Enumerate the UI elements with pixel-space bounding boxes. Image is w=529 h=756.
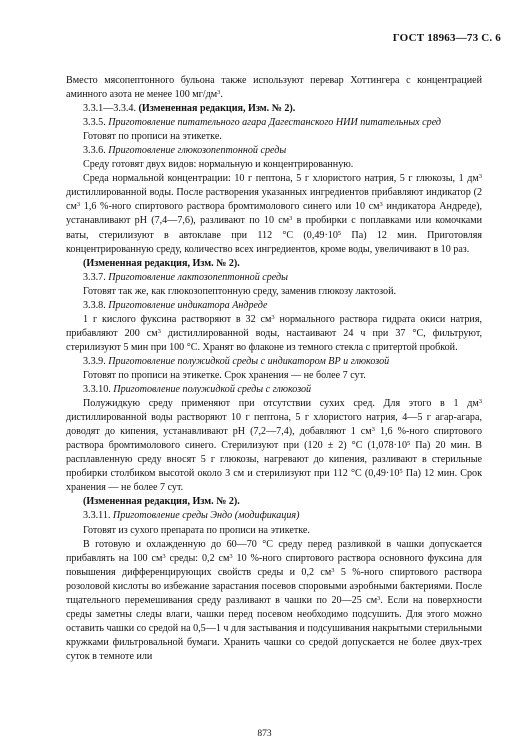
text-run: В готовую и охлажденную до 60—70 °С среду перед разливкой в чашки допускается прибавлять на 100 см [66,538,482,564]
text-run: среды: 0,2 см [165,552,230,564]
paragraph [66,172,482,256]
text-run: 10 %-ного спиртового раствора основного фуксина для повышения дифференцирующих свойств среды и 0,2 см [66,552,482,578]
text-run: 1 г кислого фуксина растворяют в 32 см [83,313,272,325]
text-run: Готовят по прописи на этикетке. Срок хранения — не более 7 сут. [83,369,366,381]
section-title: Приготовление лактозопептонной среды [108,271,288,283]
text-run: 3.3.9. [83,355,109,367]
paragraph [66,383,482,397]
text-run: Па) 12 мин. Приготовляя концентрированную среду, количество всех ингредиентов, кроме воды, увеличивают в 10 раз. [66,229,482,255]
superscript: 3 [157,327,161,335]
text-run: Готовят так же, как глюкозопептонную среду, заменив глюкозу лактозой. [83,285,397,297]
superscript: 3 [76,201,81,209]
superscript: 3 [289,215,293,223]
edition-note: (Измененная редакция, Изм. № 2). [138,103,296,115]
page-header: ГОСТ 18963—73 С. 6 [392,32,501,44]
superscript: 3 [229,552,233,560]
paragraph [66,102,482,116]
text-run: . Если на поверхности среды заметны следы влаги, чашки перед посевом необходимо подсушить. Для этого можно оставить чашки со средой на 0,5—1 ч для застывания и подсушивания накрытыми стерильными кружками фильтровальной бумаги. Хранить чашки со средой допускается не более двух-трех суток в темноте или [66,594,482,662]
text-run: Среда нормальной концентрации: 10 г пептона, 5 г хлористого натрия, 5 г глюкозы, 1 дм [83,173,479,185]
paragraph [66,538,482,664]
section-title: Приготовление полужидкой среды с индикатором ВР и глюкозой [108,355,390,367]
text-run: 1,6 %-ного спиртового раствора бромтимолового синего. Стерилизуют при (120 ± 2) °С (1,078·10 [66,426,482,452]
text-run: 3.3.8. [83,299,109,311]
paragraph [66,524,482,538]
superscript: 3 [379,201,383,209]
paragraph [66,369,482,383]
paragraph [66,509,482,523]
text-run: Вместо мясопептонного бульона также используют перевар Хоттингера с концентрацией аминного азота не менее 100 мг/дм [66,75,482,101]
edition-note: (Измененная редакция, Изм. № 2). [83,496,240,508]
superscript: 3 [271,313,275,321]
text-run: дистиллированной воды растворяют 10 г пептона, 5 г хлористого натрия, 4—5 г агар-агара, доводят до кипения, устанавливают рН (7,2—7,4), добавляют 1 см [66,412,482,438]
text-run: 3.3.7. [83,271,109,283]
paragraph [66,257,482,271]
text-run: Па) 20 мин. В расплавленную среду вносят 5 г глюкозы, нагревают до кипения, разливают в стерильные пробирки столбиком высотой около 3 см и стерилизуют при 112 °С (0,49·10 [66,440,482,480]
text-run: Полужидкую среду применяют при отсутствии сухих сред. Для этого в 1 дм [83,398,479,410]
superscript: 5 [399,468,403,476]
text-run: индикатора Андреде), устанавливают рН (7,4—7,6), разливают по 10 см [66,201,482,227]
text-run: 3.3.11. [83,510,113,522]
paragraph [66,495,482,509]
paragraph [66,130,482,144]
superscript: 5 [407,440,411,448]
paragraph [66,299,482,313]
paragraph [66,397,482,495]
text-run: Готовят из сухого препарата по прописи на этикетке. [83,524,310,536]
superscript: 3 [217,89,221,97]
superscript: 3 [331,566,335,574]
section-title: Приготовление питательного агара Дагестанского НИИ питательных сред [108,117,442,129]
document-body [66,74,482,664]
text-run: дистиллированной воды. После растворения указанных ингредиентов прибавляют индикатор (2 см [66,187,482,213]
text-run: 3.3.6. [83,145,109,157]
text-run: . [220,89,223,101]
text-run: 5 %-ного спиртового раствора розоловой кислоты во избежание зарастания посевов споровыми аэробными бактериями. После тщательного перемешивания среду разливают в чашки по 20—25 см [66,566,482,606]
text-run: Па) 12 мин. Срок хранения — не более 7 сут. [66,468,482,494]
text-run: Готовят по прописи на этикетке. [83,131,222,143]
text-run: 3.3.1—3.3.4. [83,103,139,115]
superscript: 3 [162,552,166,560]
section-title: Приготовление глюкозопептонной среды [108,145,287,157]
superscript: 3 [478,398,482,406]
text-run: дистиллированной воды, настаивают 24 ч при 37 °С, фильтруют, стерилизуют 5 мин при 100 °С. Хранят во флаконе из темного стекла с притертой пробкой. [66,327,482,353]
section-title: Приготовление полужидкой среды с глюкозой [113,384,312,396]
edition-note: (Измененная редакция, Изм. № 2). [83,257,240,269]
paragraph [66,144,482,158]
text-run: 1,6 %-ного спиртового раствора бромтимолового синего или 10 см [80,201,380,213]
paragraph [66,313,482,355]
text-run: 3.3.5. [83,117,109,129]
page-number: 873 [257,729,272,739]
paragraph [66,285,482,299]
text-run: нормального раствора гидрата окиси натрия, прибавляют 200 см [66,313,482,339]
section-title: Приготовление индикатора Андреде [108,299,268,311]
superscript: 5 [337,229,342,237]
paragraph [66,74,482,102]
text-run: Среду готовят двух видов: нормальную и концентрированную. [83,159,354,171]
text-run: 3.3.10. [83,384,114,396]
paragraph [66,116,482,130]
paragraph [66,271,482,285]
superscript: 3 [478,173,482,181]
section-title: Приготовление среды Эндо (модификация) [112,510,300,522]
text-run: в пробирки с поплавками или комочками ваты, стерилизуют в автоклаве при 112 °С (0,49·10 [66,215,482,241]
superscript: 3 [371,426,375,434]
paragraph [66,355,482,369]
superscript: 3 [377,594,381,602]
paragraph [66,158,482,172]
